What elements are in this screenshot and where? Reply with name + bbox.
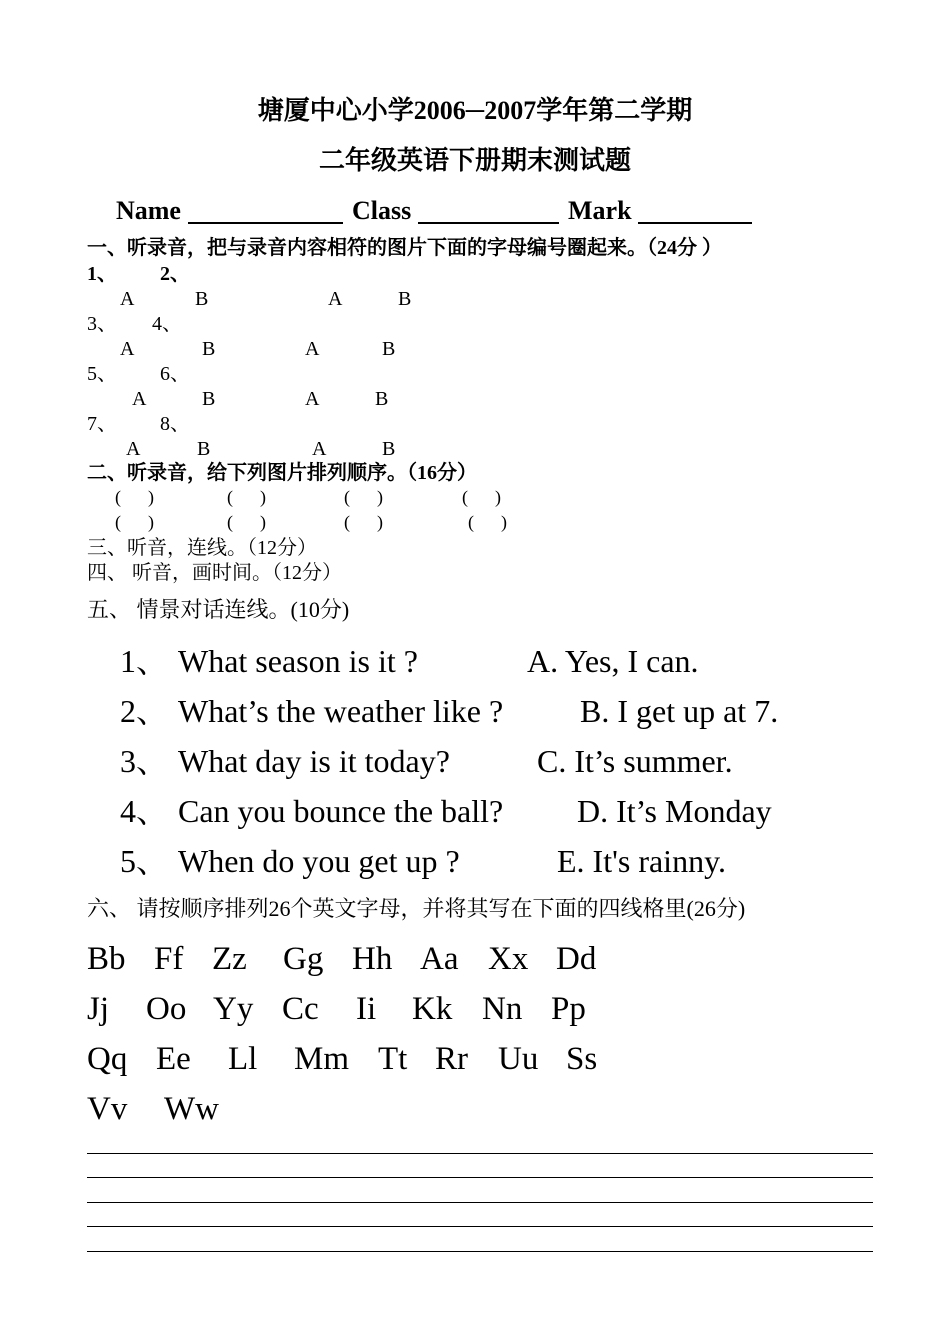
letter-pair: Bb bbox=[87, 941, 126, 977]
letter-pair: Ee bbox=[156, 1041, 191, 1077]
question-text: When do you get up ? bbox=[178, 843, 460, 879]
writing-line[interactable] bbox=[87, 1226, 873, 1227]
question-number: 4、 bbox=[152, 313, 182, 335]
answer-blank: ( ) bbox=[115, 512, 154, 532]
question-number: 4、 bbox=[120, 793, 169, 829]
letter-pair: Ss bbox=[566, 1041, 598, 1077]
question-number: 1、 bbox=[87, 263, 117, 285]
letter-pair: Vv bbox=[87, 1091, 128, 1127]
question-number: 5、 bbox=[87, 363, 117, 385]
option-a: A bbox=[305, 338, 320, 360]
answer-blank: ( ) bbox=[227, 512, 266, 532]
section5-heading: 五、 情景对话连线。(10分) bbox=[87, 597, 350, 622]
question-number: 5、 bbox=[120, 843, 169, 879]
option-b: B bbox=[382, 438, 396, 460]
answer-text: D. It’s Monday bbox=[577, 793, 772, 829]
answer-blank: ( ) bbox=[115, 487, 154, 507]
option-b: B bbox=[202, 338, 216, 360]
option-b: B bbox=[195, 288, 209, 310]
section3-heading: 三、听音，连线。（12分） bbox=[87, 537, 317, 559]
letter-pair: Dd bbox=[556, 941, 597, 977]
option-a: A bbox=[305, 388, 320, 410]
section6-heading: 六、 请按顺序排列26个英文字母，并将其写在下面的四线格里(26分) bbox=[87, 896, 746, 921]
answer-blank: ( ) bbox=[468, 512, 507, 532]
option-a: A bbox=[328, 288, 343, 310]
class-label: Class bbox=[352, 196, 412, 225]
question-number: 3、 bbox=[87, 313, 117, 335]
letter-pair: Mm bbox=[294, 1041, 350, 1077]
letter-pair: Xx bbox=[488, 941, 529, 977]
mark-label: Mark bbox=[568, 196, 632, 225]
question-text: Can you bounce the ball? bbox=[178, 793, 504, 829]
letter-pair: Gg bbox=[283, 941, 324, 977]
option-b: B bbox=[382, 338, 396, 360]
writing-line[interactable] bbox=[87, 1153, 873, 1154]
letter-pair: Aa bbox=[420, 941, 459, 977]
question-number: 2、 bbox=[120, 693, 169, 729]
letter-pair: Hh bbox=[352, 941, 393, 977]
letter-pair: Ll bbox=[228, 1041, 258, 1077]
option-a: A bbox=[312, 438, 327, 460]
answer-blank: ( ) bbox=[227, 487, 266, 507]
letter-pair: Nn bbox=[482, 991, 523, 1027]
letter-pair: Uu bbox=[498, 1041, 539, 1077]
letter-pair: Tt bbox=[378, 1041, 408, 1077]
answer-blank: ( ) bbox=[344, 487, 383, 507]
class-blank bbox=[418, 222, 559, 224]
letter-pair: Pp bbox=[551, 991, 586, 1027]
option-a: A bbox=[120, 288, 135, 310]
answer-text: C. It’s summer. bbox=[537, 743, 733, 779]
letter-pair: Ff bbox=[154, 941, 184, 977]
answer-text: B. I get up at 7. bbox=[580, 693, 779, 729]
question-text: What day is it today? bbox=[178, 743, 450, 779]
question-number: 6、 bbox=[160, 363, 190, 385]
letter-pair: Jj bbox=[87, 991, 110, 1027]
question-text: What season is it ? bbox=[178, 643, 418, 679]
writing-line[interactable] bbox=[87, 1202, 873, 1203]
letter-pair: Yy bbox=[213, 991, 254, 1027]
writing-line[interactable] bbox=[87, 1251, 873, 1252]
option-b: B bbox=[197, 438, 211, 460]
name-blank bbox=[188, 222, 343, 224]
writing-line[interactable] bbox=[87, 1177, 873, 1178]
question-number: 2、 bbox=[160, 263, 190, 285]
name-label: Name bbox=[116, 196, 181, 225]
section2-heading: 二、听录音，给下列图片排列顺序。（16分） bbox=[87, 462, 477, 484]
section4-heading: 四、 听音，画时间。（12分） bbox=[87, 562, 342, 584]
answer-text: A. Yes, I can. bbox=[527, 643, 699, 679]
question-number: 3、 bbox=[120, 743, 169, 779]
option-a: A bbox=[120, 338, 135, 360]
section1-heading: 一、听录音，把与录音内容相符的图片下面的字母编号圈起来。（24分 ） bbox=[87, 237, 722, 259]
answer-text: E. It's rainny. bbox=[557, 843, 726, 879]
page-title: 塘厦中心小学2006─2007学年第二学期 bbox=[257, 96, 693, 125]
letter-pair: Ii bbox=[356, 991, 377, 1027]
letter-pair: Qq bbox=[87, 1041, 128, 1077]
letter-pair: Zz bbox=[212, 941, 247, 977]
option-b: B bbox=[375, 388, 389, 410]
answer-blank: ( ) bbox=[344, 512, 383, 532]
option-b: B bbox=[398, 288, 412, 310]
question-number: 1、 bbox=[120, 643, 169, 679]
option-b: B bbox=[202, 388, 216, 410]
option-a: A bbox=[132, 388, 147, 410]
answer-blank: ( ) bbox=[462, 487, 501, 507]
letter-pair: Cc bbox=[282, 991, 319, 1027]
letter-pair: Oo bbox=[146, 991, 187, 1027]
page-subtitle: 二年级英语下册期末测试题 bbox=[318, 146, 631, 175]
letter-pair: Kk bbox=[412, 991, 453, 1027]
mark-blank bbox=[638, 222, 752, 224]
question-number: 7、 bbox=[87, 413, 117, 435]
option-a: A bbox=[126, 438, 141, 460]
question-text: What’s the weather like ? bbox=[178, 693, 504, 729]
letter-pair: Rr bbox=[435, 1041, 468, 1077]
question-number: 8、 bbox=[160, 413, 190, 435]
letter-pair: Ww bbox=[164, 1091, 219, 1127]
